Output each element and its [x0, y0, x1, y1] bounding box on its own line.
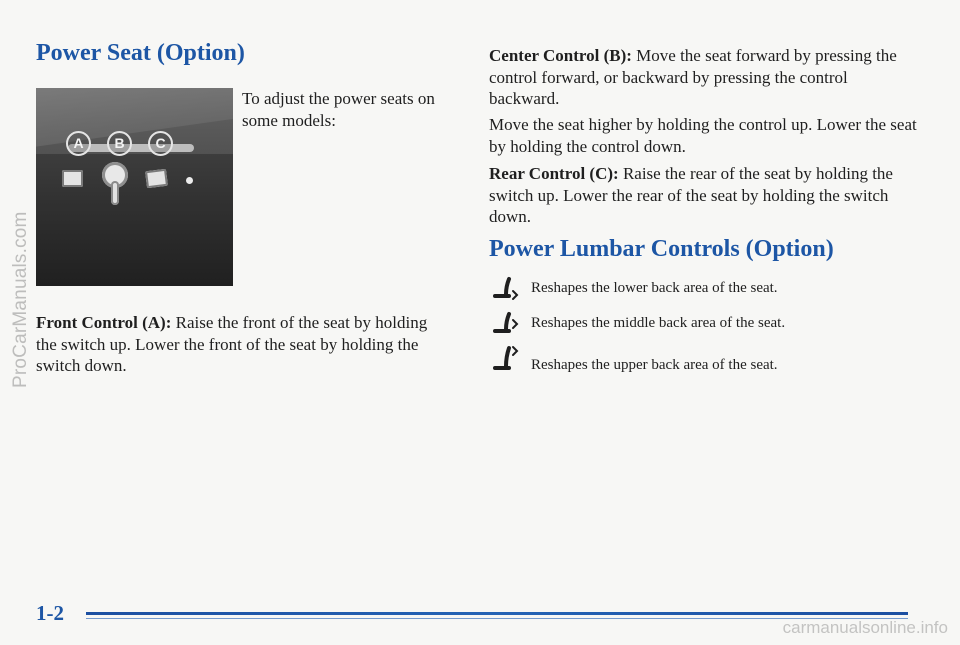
- upper-lumbar-icon: [489, 344, 524, 374]
- photo-lower-shadow: [36, 208, 233, 286]
- lower-lumbar-icon: [489, 274, 524, 304]
- lower-lumbar-text: Reshapes the lower back area of the seat.: [531, 280, 778, 296]
- power-seat-title: Power Seat (Option): [36, 40, 245, 66]
- page-number: 1-2: [36, 601, 64, 625]
- power-seat-intro-text: To adjust the power seats on some models:: [242, 89, 435, 130]
- lumbar-controls-list: [489, 274, 919, 386]
- power-lumbar-title: Power Lumbar Controls (Option): [489, 236, 834, 262]
- middle-lumbar-icon: [489, 309, 524, 339]
- rear-control-text: Raise the rear of the seat by holding the switch up. Lower the rear of the seat by holding the switch down.: [489, 164, 893, 227]
- center-control-secondary-paragraph: Move the seat higher by holding the control up. Lower the seat by holding the control down.: [489, 115, 917, 156]
- middle-lumbar-item: [489, 309, 919, 344]
- front-control-paragraph: [36, 312, 434, 377]
- power-seat-intro-block: [36, 88, 456, 326]
- bottom-watermark: carmanualsonline.info: [782, 618, 948, 637]
- lower-lumbar-item: [489, 274, 919, 309]
- front-switch-icon: [62, 170, 83, 187]
- center-control-text: Move the seat forward by pressing the control forward, or backward by pressing the control backward.: [489, 46, 897, 109]
- rear-control-paragraph: [489, 163, 919, 228]
- middle-lumbar-text: Reshapes the middle back area of the seat.: [531, 315, 786, 331]
- center-control-paragraph: [489, 45, 919, 110]
- badge-c: C: [148, 131, 173, 156]
- front-control-label: Front Control (A):: [36, 313, 172, 332]
- seat-controls-photo: [36, 88, 233, 286]
- upper-lumbar-text: Reshapes the upper back area of the seat.: [531, 357, 778, 373]
- footer-rule: [86, 612, 908, 615]
- side-watermark: ProCarManuals.com: [10, 211, 31, 388]
- center-control-stem: [111, 181, 119, 205]
- indicator-dot-icon: [186, 177, 193, 184]
- upper-lumbar-item: [489, 344, 919, 386]
- left-column: [36, 40, 456, 376]
- center-control-icon: [98, 162, 132, 208]
- front-control-text: Raise the front of the seat by holding the switch up. Lower the front of the seat by holding the switch down.: [36, 313, 428, 376]
- rear-control-label: Rear Control (C):: [489, 164, 619, 183]
- rear-switch-icon: [145, 169, 168, 188]
- badge-b: B: [107, 131, 132, 156]
- badge-a: A: [66, 131, 91, 156]
- center-control-label: Center Control (B):: [489, 46, 632, 65]
